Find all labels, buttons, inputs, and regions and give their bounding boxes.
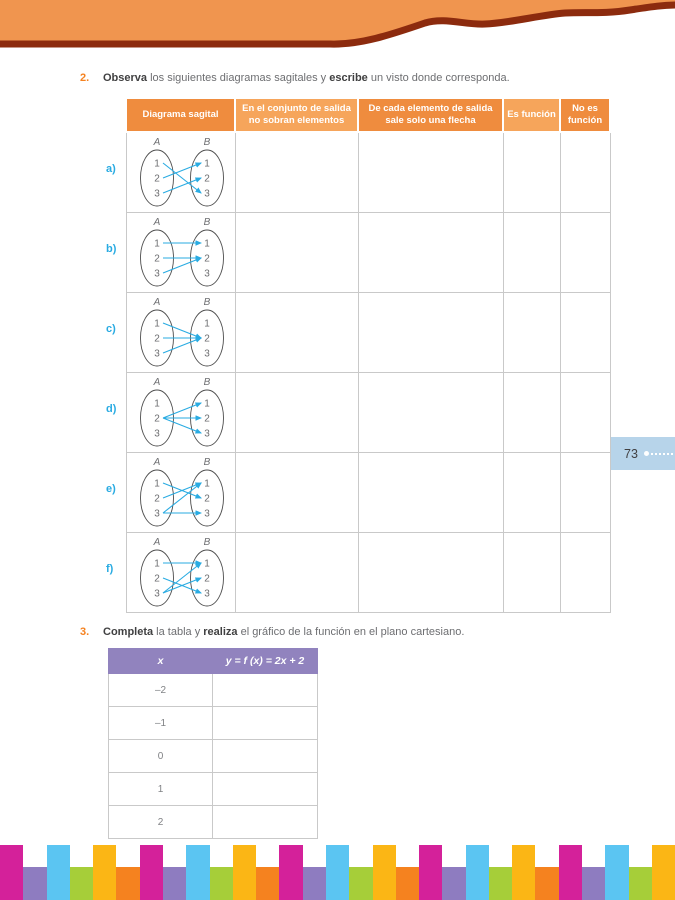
answer-cell [503, 453, 560, 533]
y-answer-cell [213, 740, 318, 773]
set-b-label: B [203, 296, 210, 308]
element-a: 3 [153, 588, 160, 599]
footer-bar [303, 867, 326, 900]
x-value-cell: 0 [109, 740, 213, 773]
footer-bar [466, 845, 489, 900]
header-wave-decoration [0, 0, 675, 60]
badge-dotted-line [651, 453, 673, 455]
element-a: 2 [153, 493, 160, 504]
answer-cell [358, 373, 503, 453]
footer-bar [349, 867, 372, 900]
function-column-header: y = f (x) = 2x + 2 [213, 649, 318, 674]
footer-bar [93, 845, 116, 900]
sagittal-diagram [127, 456, 235, 530]
footer-bar [47, 845, 70, 900]
mapping-arrow [163, 163, 201, 193]
page-number: 73 [624, 446, 638, 461]
answer-cell [235, 132, 358, 213]
answer-cell [358, 132, 503, 213]
element-b: 3 [203, 348, 210, 359]
answer-cell [503, 132, 560, 213]
footer-bar [70, 867, 93, 900]
sagittal-diagram [127, 136, 235, 210]
mapping-arrow [163, 258, 201, 273]
mapping-arrow [163, 563, 201, 593]
footer-bar [186, 845, 209, 900]
element-a: 2 [153, 573, 160, 584]
footer-bar [326, 845, 349, 900]
table-row [126, 373, 610, 453]
y-answer-cell [213, 674, 318, 707]
element-a: 1 [153, 398, 160, 409]
answer-cell [358, 213, 503, 293]
table-row [126, 132, 610, 213]
row-label: f) [106, 563, 114, 575]
element-b: 2 [203, 573, 210, 584]
table-row [126, 533, 610, 613]
answer-cell [358, 453, 503, 533]
element-b: 2 [203, 173, 210, 184]
element-b: 1 [203, 238, 210, 249]
exercise-2-heading [80, 71, 620, 85]
footer-bar [373, 845, 396, 900]
footer-bar [140, 845, 163, 900]
x-value-cell: 2 [109, 806, 213, 839]
column-header: No es función [560, 98, 610, 132]
element-a: 3 [153, 508, 160, 519]
badge-dot-icon [644, 451, 649, 456]
set-b-label: B [203, 376, 210, 388]
element-a: 2 [153, 173, 160, 184]
diagram-cell [126, 373, 235, 453]
diagram-cell [126, 132, 235, 213]
answer-cell [560, 293, 610, 373]
diagram-cell [126, 533, 235, 613]
mapping-arrow [163, 418, 201, 433]
answer-cell [358, 533, 503, 613]
sagittal-diagram [127, 216, 235, 290]
element-b: 1 [203, 478, 210, 489]
column-header: De cada elemento de salida sale solo una flecha [358, 98, 503, 132]
function-table-row [109, 707, 318, 740]
sagittal-diagram [127, 376, 235, 450]
answer-cell [235, 533, 358, 613]
x-value-cell: –2 [109, 674, 213, 707]
exercise-3-instruction [103, 625, 464, 639]
instruction-bold-word: realiza [203, 626, 238, 638]
column-header: Es función [503, 98, 560, 132]
element-a: 2 [153, 253, 160, 264]
exercise-3-number: 3. [80, 626, 90, 638]
footer-bar [442, 867, 465, 900]
set-b-label: B [203, 456, 210, 468]
element-a: 1 [153, 238, 160, 249]
element-b: 1 [203, 158, 210, 169]
answer-cell [560, 213, 610, 293]
instruction-text: la tabla y [153, 626, 204, 638]
function-values-table [108, 648, 318, 839]
set-a-label: A [153, 136, 160, 148]
footer-bar [256, 867, 279, 900]
element-a: 1 [153, 318, 160, 329]
exercise-3-heading [80, 625, 620, 639]
element-b: 3 [203, 188, 210, 199]
answer-cell [560, 373, 610, 453]
element-a: 2 [153, 413, 160, 424]
element-b: 2 [203, 333, 210, 344]
mapping-arrow [163, 323, 201, 338]
element-b: 3 [203, 268, 210, 279]
sagittal-diagrams-table [125, 97, 611, 613]
answer-cell [503, 213, 560, 293]
x-value-cell: –1 [109, 707, 213, 740]
table-row [126, 213, 610, 293]
function-table-row [109, 806, 318, 839]
set-b-label: B [203, 136, 210, 148]
answer-cell [235, 453, 358, 533]
element-a: 3 [153, 428, 160, 439]
y-answer-cell [213, 773, 318, 806]
answer-cell [235, 293, 358, 373]
element-b: 2 [203, 413, 210, 424]
footer-bar [512, 845, 535, 900]
sagittal-diagram [127, 296, 235, 370]
element-a: 3 [153, 188, 160, 199]
element-b: 1 [203, 398, 210, 409]
element-b: 3 [203, 428, 210, 439]
mapping-arrow [163, 338, 201, 353]
answer-cell [503, 293, 560, 373]
footer-bar [419, 845, 442, 900]
set-a-label: A [153, 536, 160, 548]
column-header: En el conjunto de salida no sobran elementos [235, 98, 358, 132]
diagram-cell [126, 213, 235, 293]
element-a: 3 [153, 348, 160, 359]
row-label: b) [106, 243, 117, 255]
exercise-2-instruction [103, 71, 510, 85]
element-b: 3 [203, 508, 210, 519]
instruction-bold-word: escribe [329, 72, 368, 84]
set-b-label: B [203, 536, 210, 548]
footer-bar [23, 867, 46, 900]
row-label: a) [106, 163, 116, 175]
footer-bar [163, 867, 186, 900]
row-label: e) [106, 483, 116, 495]
answer-cell [560, 533, 610, 613]
function-table-row [109, 740, 318, 773]
set-a-label: A [153, 376, 160, 388]
table-row [126, 453, 610, 533]
answer-cell [235, 213, 358, 293]
footer-bar [233, 845, 256, 900]
function-table-header-row [109, 649, 318, 674]
element-b: 3 [203, 588, 210, 599]
instruction-text: el gráfico de la función en el plano cartesiano. [237, 626, 465, 638]
element-a: 1 [153, 558, 160, 569]
footer-bar [279, 845, 302, 900]
footer-bar [0, 845, 23, 900]
mapping-arrow [163, 403, 201, 418]
footer-bar [629, 867, 652, 900]
instruction-bold-word: Observa [103, 72, 148, 84]
footer-bar [489, 867, 512, 900]
function-table-row [109, 773, 318, 806]
instruction-text: los siguientes diagramas sagitales y [147, 72, 330, 84]
page-number-badge [611, 437, 675, 470]
row-label: c) [106, 323, 116, 335]
element-b: 1 [203, 318, 210, 329]
element-b: 2 [203, 253, 210, 264]
mapping-arrow [163, 163, 201, 178]
footer-bar [559, 845, 582, 900]
answer-cell [358, 293, 503, 373]
footer-bar [116, 867, 139, 900]
x-value-cell: 1 [109, 773, 213, 806]
mapping-arrow [163, 178, 201, 193]
element-a: 3 [153, 268, 160, 279]
column-header: Diagrama sagital [126, 98, 235, 132]
y-answer-cell [213, 806, 318, 839]
answer-cell [560, 132, 610, 213]
set-a-label: A [153, 456, 160, 468]
diagram-cell [126, 453, 235, 533]
footer-bar [396, 867, 419, 900]
exercise-2-number: 2. [80, 72, 90, 84]
answer-cell [560, 453, 610, 533]
set-b-label: B [203, 216, 210, 228]
footer-color-bars [0, 845, 675, 900]
footer-bar [652, 845, 675, 900]
element-a: 1 [153, 478, 160, 489]
answer-cell [503, 373, 560, 453]
footer-bar [605, 845, 628, 900]
element-a: 2 [153, 333, 160, 344]
set-a-label: A [153, 296, 160, 308]
function-column-header: x [109, 649, 213, 674]
set-a-label: A [153, 216, 160, 228]
mapping-arrow [163, 483, 201, 513]
instruction-text: un visto donde corresponda. [367, 72, 510, 84]
answer-cell [503, 533, 560, 613]
answer-cell [235, 373, 358, 453]
footer-bar [535, 867, 558, 900]
y-answer-cell [213, 707, 318, 740]
function-table-row [109, 674, 318, 707]
footer-bar [582, 867, 605, 900]
table-header-row [126, 98, 610, 132]
diagram-cell [126, 293, 235, 373]
element-b: 2 [203, 493, 210, 504]
row-label: d) [106, 403, 117, 415]
table-row [126, 293, 610, 373]
element-b: 1 [203, 558, 210, 569]
instruction-bold-word: Completa [103, 626, 154, 638]
element-a: 1 [153, 158, 160, 169]
sagittal-diagram [127, 536, 235, 610]
footer-bar [210, 867, 233, 900]
